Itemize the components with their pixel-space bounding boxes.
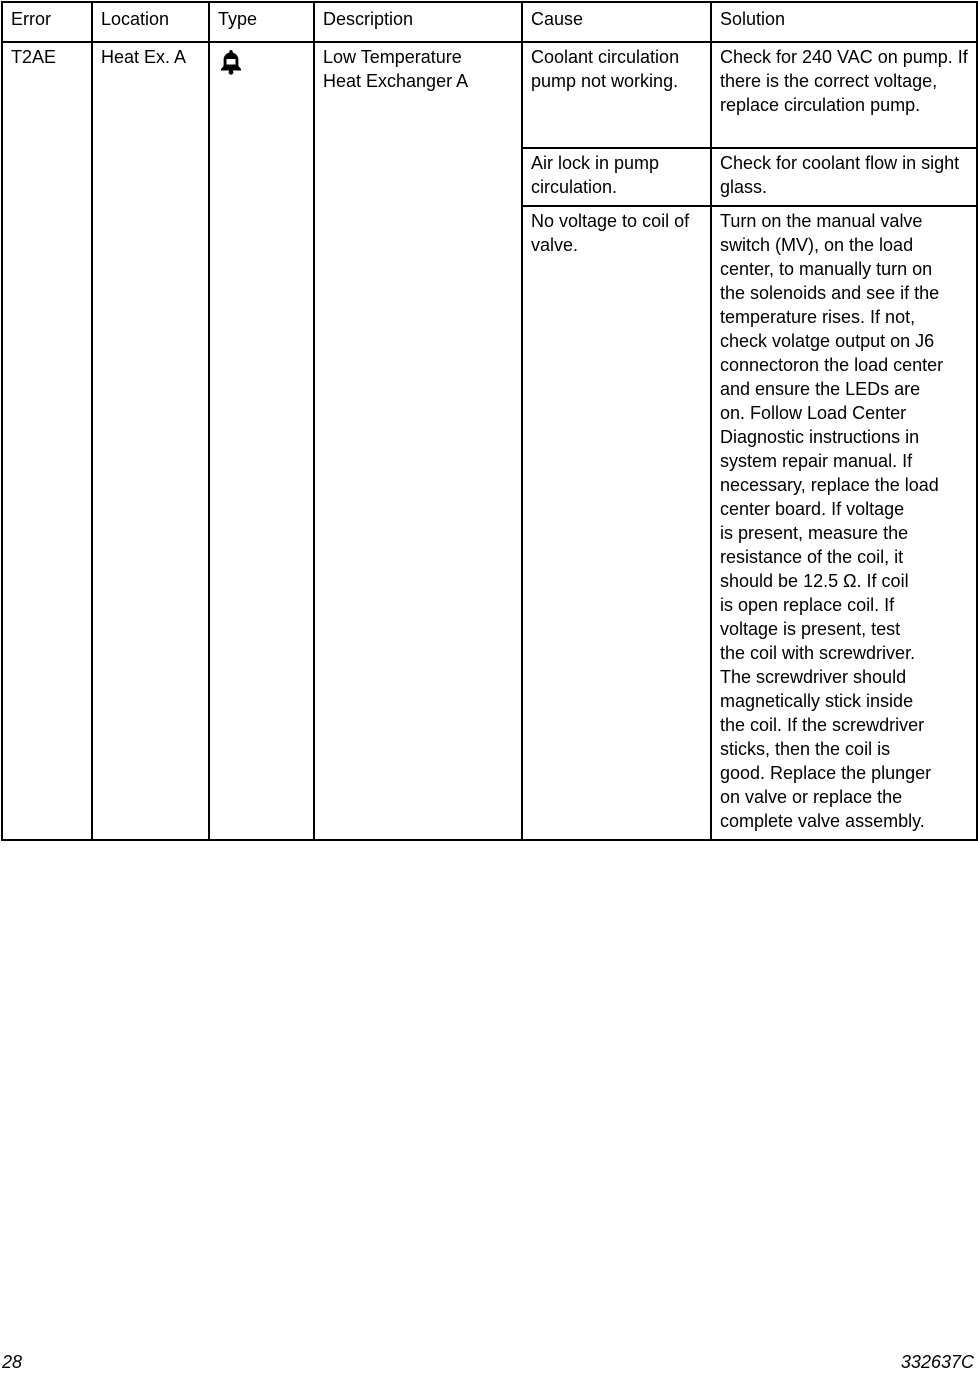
header-description: Description (314, 2, 522, 42)
cell-solution-1: Check for 240 VAC on pump. If there is the correct voltage, replace circulation pump. (711, 42, 977, 148)
header-cause: Cause (522, 2, 711, 42)
header-solution: Solution (711, 2, 977, 42)
table-header-row (2, 2, 977, 42)
alarm-bell-icon (218, 49, 244, 75)
table-row (2, 42, 977, 148)
cell-error-code: T2AE (2, 42, 92, 840)
header-error: Error (2, 2, 92, 42)
cell-cause-1: Coolant circulation pump not working. (522, 42, 711, 148)
document-number: 332637C (900, 1352, 974, 1372)
cell-solution-2: Check for coolant flow in sight glass. (711, 148, 977, 206)
header-type: Type (209, 2, 314, 42)
cell-description: Low Temperature Heat Exchanger A (314, 42, 522, 840)
cell-location: Heat Ex. A (92, 42, 209, 840)
cell-cause-3: No voltage to coil of valve. (522, 206, 711, 840)
header-location: Location (92, 2, 209, 42)
cell-cause-2: Air lock in pump circulation. (522, 148, 711, 206)
cell-type (209, 42, 314, 840)
page-number: 28 (2, 1352, 23, 1372)
cell-solution-3: Turn on the manual valve switch (MV), on the load center, to manually turn on the solenoids and see if the temperature rises. If not, check volatge output on J6 connectoron the load center and ensure the LEDs are on. Follow Load Center Diagnostic instructions in system repair manual. If necessary, replace the load center board. If voltage is present, measure the resistance of the coil, it should be 12.5 Ω. If coil is open replace coil. If voltage is present, test the coil with screwdriver. The screwdriver should magnetically stick inside the coil. If the screwdriver sticks, then the coil is good. Replace the plunger on valve or replace the complete valve assembly. (711, 206, 977, 840)
error-table (1, 1, 978, 841)
